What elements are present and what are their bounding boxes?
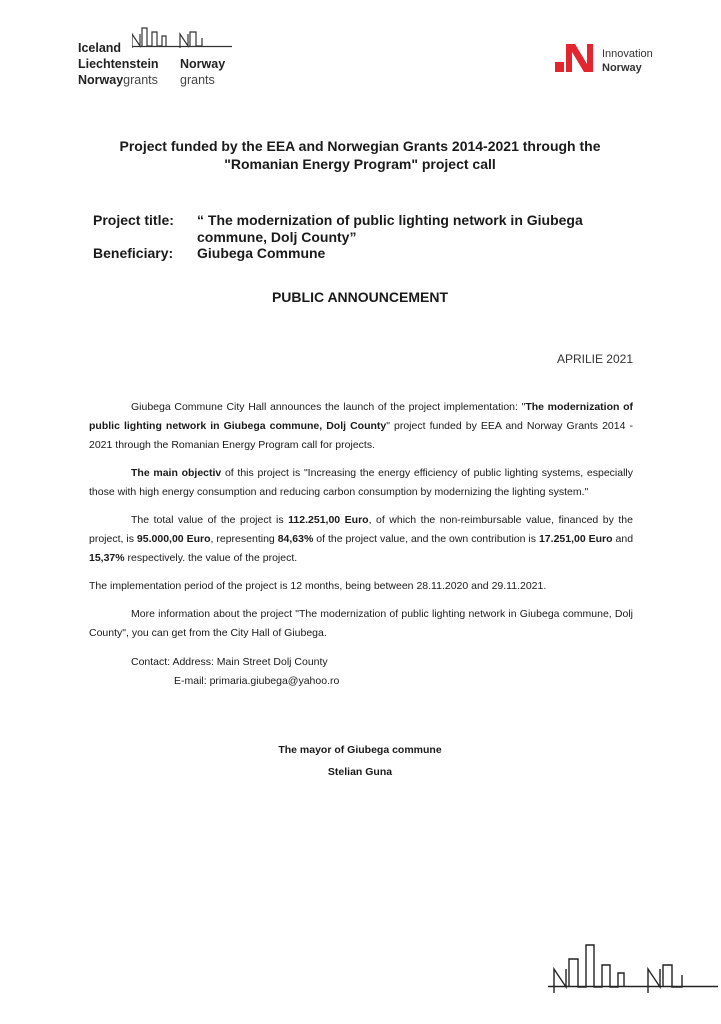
logo-norway-grants-bold: Norway xyxy=(78,73,124,87)
logo-liechtenstein: Liechtenstein xyxy=(78,57,159,71)
announcement-body xyxy=(89,398,633,652)
contact-address: Contact: Address: Main Street Dolj County xyxy=(131,656,328,668)
heading-line-2: "Romanian Energy Program" project call xyxy=(224,156,496,172)
signature-block xyxy=(200,739,520,783)
innovation-norway-logo xyxy=(602,47,653,75)
beneficiary-label: Beneficiary: xyxy=(93,245,174,261)
logo-iceland: Iceland xyxy=(78,41,122,55)
eea-skyline-icon xyxy=(132,26,232,50)
project-title-value: “ The modernization of public lighting network in Giubega commune, Dolj County” xyxy=(197,212,583,245)
signature-name: Stelian Guna xyxy=(327,766,393,778)
inno-line-2: Norway xyxy=(602,62,642,74)
document-date: APRILIE 2021 xyxy=(556,352,633,366)
logo-grants-light: grants xyxy=(123,73,158,87)
paragraph-5: More information about the project "The modernization of public lighting network in Giubega commune, Dolj County", you can get from the City Hall of Giubega. xyxy=(89,608,633,639)
footer-skyline-icon xyxy=(548,943,718,995)
innovation-norway-icon xyxy=(553,42,595,74)
inno-line-1: Innovation xyxy=(602,48,653,60)
contact-email: E-mail: primaria.giubega@yahoo.ro xyxy=(174,675,340,687)
paragraph-4: The implementation period of the project is 12 months, being between 28.11.2020 and 29.11.2021. xyxy=(89,580,547,592)
signature-role: The mayor of Giubega commune xyxy=(278,744,442,756)
paragraph-3: The total value of the project is 112.251,00 Euro, of which the non-reimbursable value, financed by the project, is 95.000,00 Euro, representing 84,63% of the project value, and the own contribution is 17.251,00 Euro and 15,37% respectively. the value of the project. xyxy=(89,514,634,564)
contact-block xyxy=(131,653,339,691)
beneficiary-value: Giubega Commune xyxy=(197,245,326,261)
paragraph-1: Giubega Commune City Hall announces the launch of the project implementation: "The modernization of public lighting network in Giubega commune, Dolj County" project funded by EEA and Norway Grants 2014 - 2021 through the Romanian Energy Program call for projects. xyxy=(89,401,633,451)
heading-line-1: Project funded by the EEA and Norwegian Grants 2014-2021 through the xyxy=(119,138,601,154)
paragraph-2: The main objectiv of this project is "Increasing the energy efficiency of public lighting systems, especially those with high energy consumption and reducing carbon consumption by modernizing the lighting system." xyxy=(89,467,633,498)
logo-norway: Norway xyxy=(180,57,226,71)
announcement-title: PUBLIC ANNOUNCEMENT xyxy=(271,289,449,305)
project-title-label: Project title: xyxy=(93,212,174,228)
project-info xyxy=(93,212,637,262)
logo-grants: grants xyxy=(180,73,215,87)
funding-heading xyxy=(60,137,660,173)
